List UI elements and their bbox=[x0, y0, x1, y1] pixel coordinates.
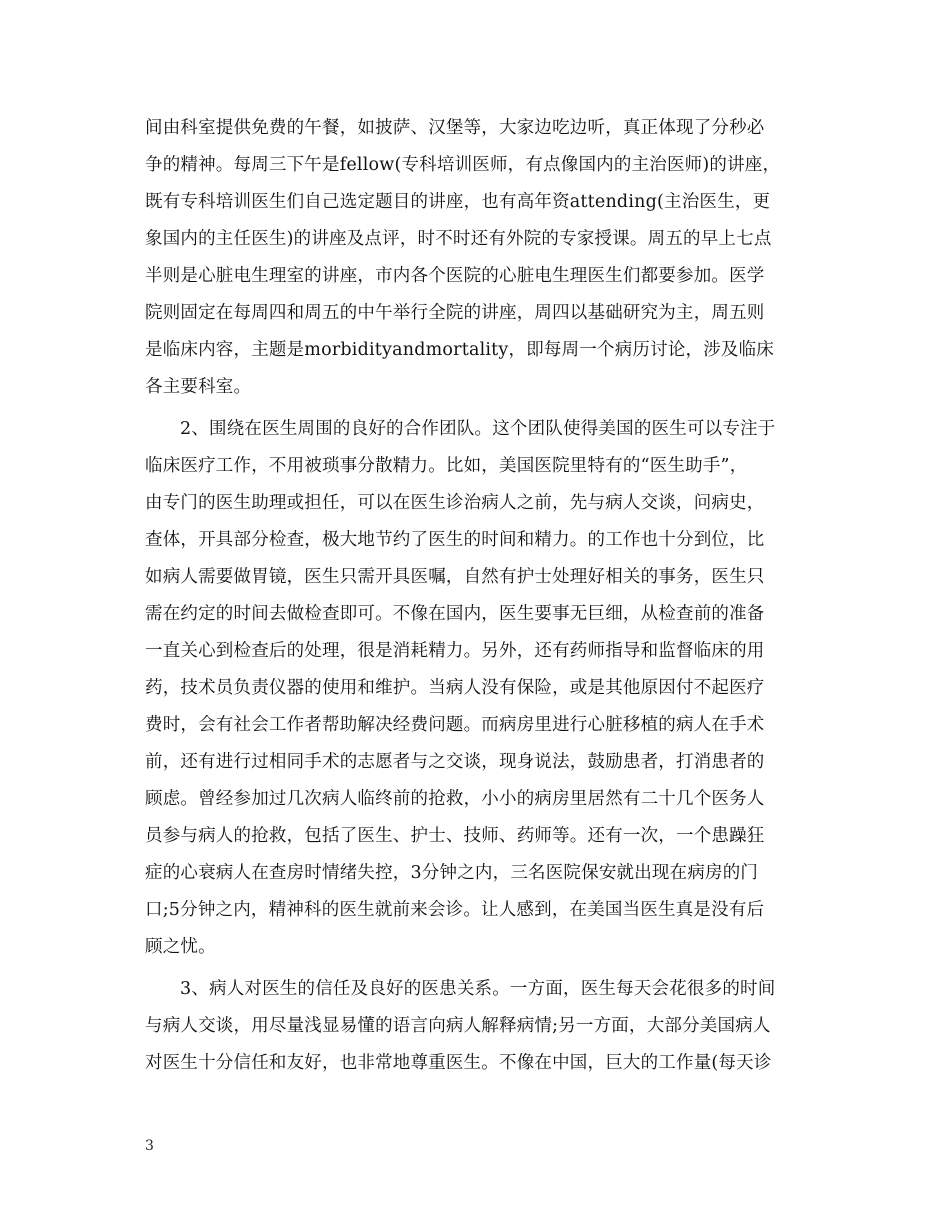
paragraph-start-line: 3、病人对医生的信任及良好的医患关系。一方面，医生每天会花很多的时间 bbox=[180, 979, 776, 999]
text-line: 前，还有进行过相同手术的志愿者与之交谈，现身说法，鼓励患者，打消患者的 bbox=[145, 752, 765, 772]
text-line: 既有专科培训医生们自己选定题目的讲座，也有高年资attending(主治医生，更 bbox=[145, 192, 771, 212]
text-line: 费时，会有社会工作者帮助解决经费问题。而病房里进行心脏移植的病人在手术 bbox=[145, 715, 765, 735]
text-line: 查体，开具部分检查，极大地节约了医生的时间和精力。的工作也十分到位，比 bbox=[145, 530, 765, 550]
text-line: 员参与病人的抢救，包括了医生、护士、技师、药师等。还有一次，一个患躁狂 bbox=[145, 826, 765, 846]
text-line: 药，技术员负责仪器的使用和维护。当病人没有保险，或是其他原因付不起医疗 bbox=[145, 678, 765, 698]
body-text bbox=[145, 110, 805, 1082]
text-line: 与病人交谈，用尽量浅显易懂的语言向病人解释病情;另一方面，大部分美国病人 bbox=[145, 1016, 771, 1036]
text-line: 一直关心到检查后的处理，很是消耗精力。另外，还有药师指导和监督临床的用 bbox=[145, 641, 765, 661]
text-line: 临床医疗工作，不用被琐事分散精力。比如，美国医院里特有的“医生助手”， bbox=[145, 456, 748, 476]
text-line: 对医生十分信任和友好，也非常地尊重医生。不像在中国，巨大的工作量(每天诊 bbox=[145, 1053, 772, 1073]
text-line: 间由科室提供免费的午餐，如披萨、汉堡等，大家边吃边听，真正体现了分秒必 bbox=[145, 118, 765, 138]
text-line: 象国内的主任医生)的讲座及点评，时不时还有外院的专家授课。周五的早上七点 bbox=[145, 229, 772, 249]
page-number: 3 bbox=[145, 1138, 154, 1154]
text-line: 需在约定的时间去做检查即可。不像在国内，医生要事无巨细，从检查前的准备 bbox=[145, 604, 765, 624]
text-line: 各主要科室。 bbox=[145, 377, 252, 397]
text-line: 症的心衰病人在查房时情绪失控，3分钟之内，三名医院保安就出现在病房的门 bbox=[145, 863, 759, 883]
text-line: 院则固定在每周四和周五的中午举行全院的讲座，周四以基础研究为主，周五则 bbox=[145, 303, 765, 323]
text-line: 争的精神。每周三下午是fellow(专科培训医师，有点像国内的主治医师)的讲座， bbox=[145, 155, 781, 175]
text-line: 是临床内容，主题是morbidityandmortality，即每周一个病历讨论，涉及临床 bbox=[145, 340, 774, 360]
text-line: 由专门的医生助理或担任，可以在医生诊治病人之前，先与病人交谈，问病史， bbox=[145, 493, 765, 513]
text-line: 顾之忧。 bbox=[145, 937, 216, 957]
text-line: 口;5分钟之内，精神科的医生就前来会诊。让人感到，在美国当医生真是没有后 bbox=[145, 900, 765, 920]
text-line: 如病人需要做胃镜，医生只需开具医嘱，自然有护士处理好相关的事务，医生只 bbox=[145, 567, 765, 587]
text-line: 顾虑。曾经参加过几次病人临终前的抢救，小小的病房里居然有二十几个医务人 bbox=[145, 789, 765, 809]
paragraph-start-line: 2、围绕在医生周围的良好的合作团队。这个团队使得美国的医生可以专注于 bbox=[180, 419, 776, 439]
text-line: 半则是心脏电生理室的讲座，市内各个医院的心脏电生理医生们都要参加。医学 bbox=[145, 266, 765, 286]
